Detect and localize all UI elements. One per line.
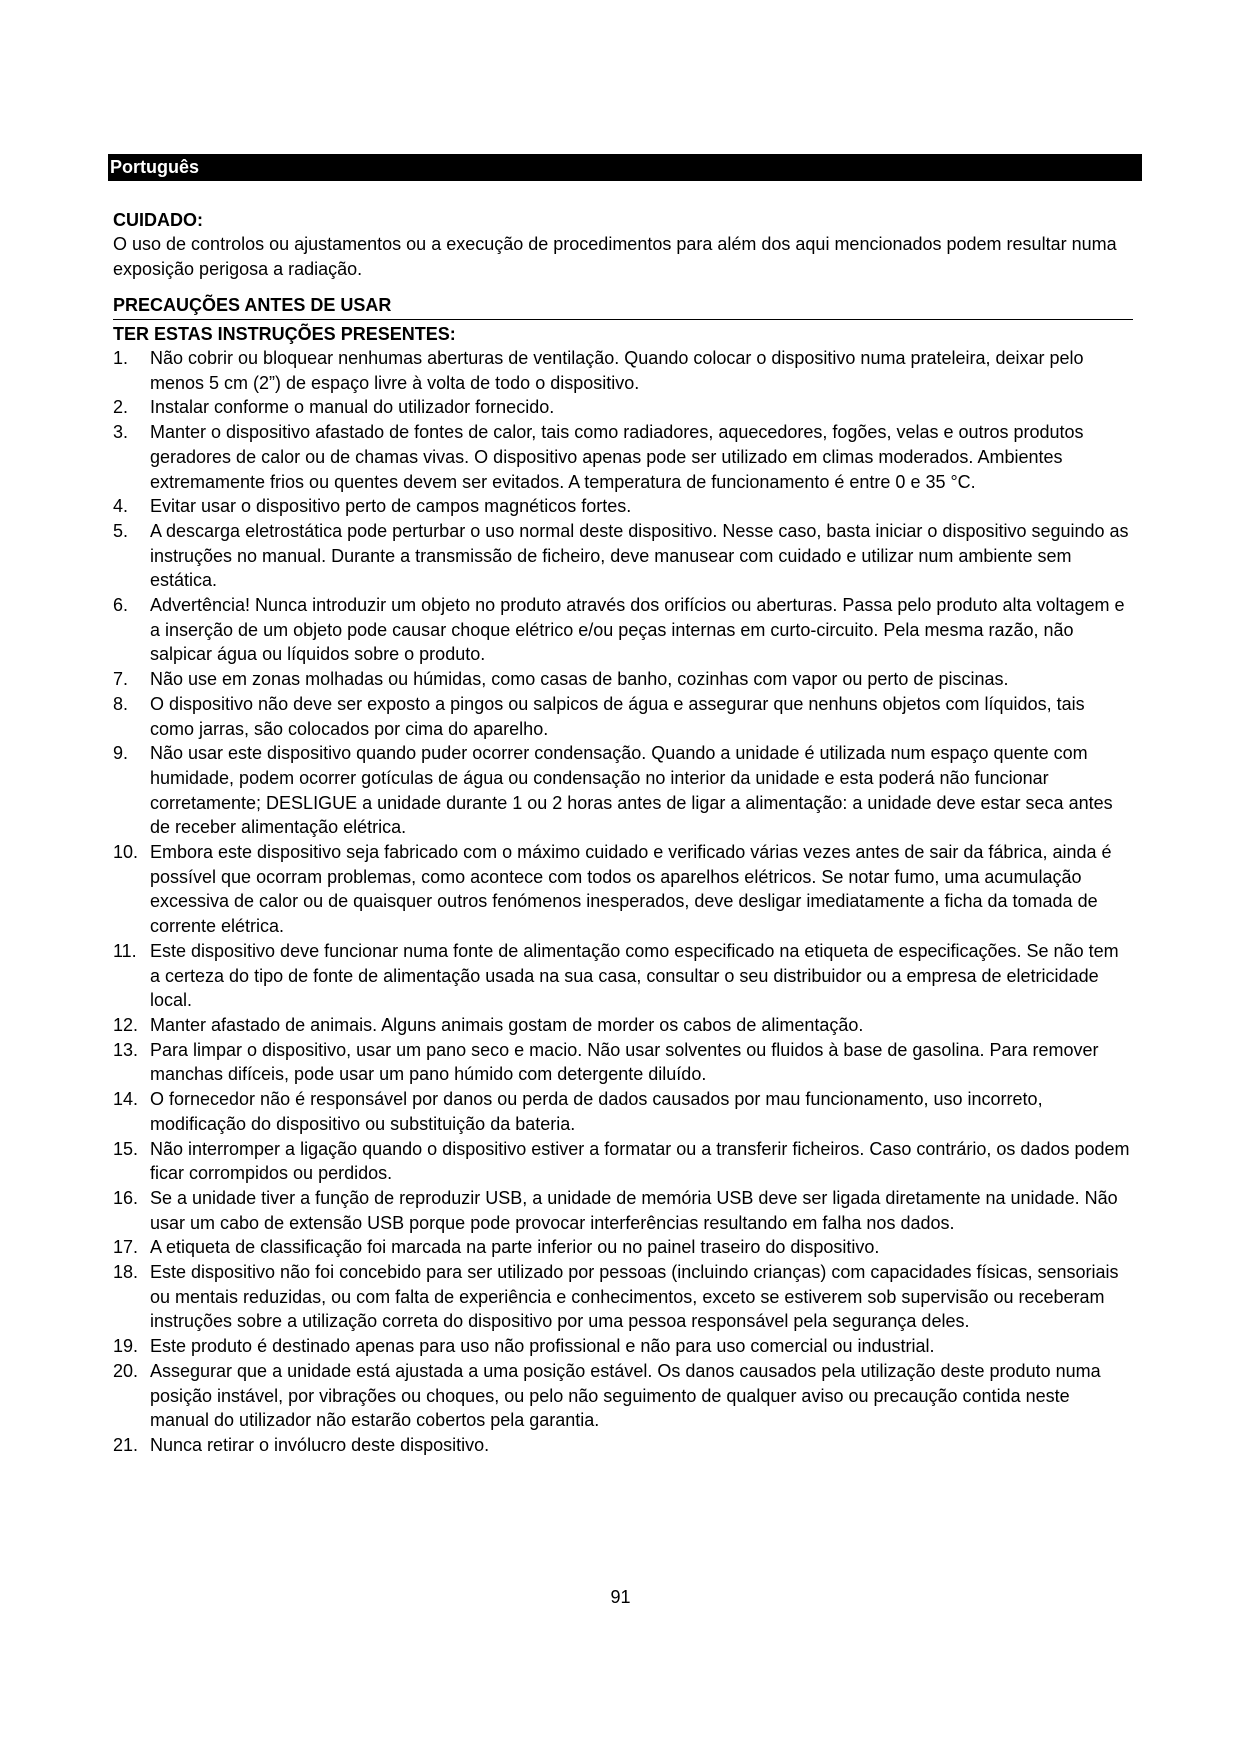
instruction-item [113,1334,1133,1359]
instruction-text: Evitar usar o dispositivo perto de campos magnéticos fortes. [150,496,632,517]
instruction-text: Não usar este dispositivo quando puder ocorrer condensação. Quando a unidade é utilizada num espaço quente com humidade, podem ocorrer gotículas de água ou condensação no interior da unidade e esta poderá não funcionar corretamente; DESLIGUE a unidade durante 1 ou 2 horas antes de ligar a alimentação: a unidade deve estar seca antes de receber alimentação elétrica. [150,743,1113,838]
instruction-item [113,420,1133,494]
instruction-number: 14. [113,1089,139,1110]
instruction-text: Advertência! Nunca introduzir um objeto no produto através dos orifícios ou aberturas. Passa pelo produto alta voltagem e a inserção de um objeto pode causar choque elétrico e/ou peças internas em curto-circuito. Pela mesma razão, não salpicar água ou líquidos sobre o produto. [150,595,1125,665]
instruction-number: 12. [113,1014,139,1035]
instruction-text: A descarga eletrostática pode perturbar o uso normal deste dispositivo. Nesse caso, basta iniciar o dispositivo seguindo as instruções no manual. Durante a transmissão de ficheiro, deve manusear com cuidado e utilizar num ambiente sem estática. [150,520,1129,591]
instruction-text: Não interromper a ligação quando o dispositivo estiver a formatar ou a transferir ficheiros. Caso contrário, os dados podem ficar corrompidos ou perdidos. [150,1138,1130,1184]
instruction-number: 21. [113,1434,139,1455]
precautions-section [113,293,1133,1458]
instruction-item [113,1433,1133,1458]
instruction-item [113,346,1133,395]
instruction-number: 7. [113,669,129,690]
caution-section [113,208,1133,282]
instruction-item [113,667,1133,692]
page-number: 91 [610,1587,631,1607]
instruction-number: 20. [113,1360,139,1381]
instruction-item [113,1137,1133,1186]
instruction-text: Embora este dispositivo seja fabricado com o máximo cuidado e verificado várias vezes antes de sair da fábrica, ainda é possível que ocorram problemas, como acontece com todos os aparelhos elétricos. Se notar fumo, uma acumulação excessiva de calor ou de quaisquer outros fenómenos inesperados, deve desligar imediatamente a ficha da tomada de corrente elétrica. [150,842,1112,937]
instruction-item [113,519,1133,593]
instruction-text: Se a unidade tiver a função de reproduzir USB, a unidade de memória USB deve ser ligada diretamente na unidade. Não usar um cabo de extensão USB porque pode provocar interferências resultando em falha nos dados. [150,1187,1118,1233]
caution-text: O uso de controlos ou ajustamentos ou a execução de procedimentos para além dos aqui mencionados podem resultar numa exposição perigosa a radiação. [113,234,1117,279]
precautions-title: PRECAUÇÕES ANTES DE USAR [113,295,392,315]
instruction-number: 5. [113,520,129,541]
instruction-number: 2. [113,397,129,418]
instruction-text: Manter o dispositivo afastado de fontes de calor, tais como radiadores, aquecedores, fogões, velas e outros produtos geradores de calor ou de chamas vivas. O dispositivo apenas pode ser utilizado em climas moderados. Ambientes extremamente frios ou quentes devem ser evitados. A temperatura de funcionamento é entre 0 e 35 °C. [150,422,1084,492]
instruction-number: 13. [113,1039,139,1060]
instruction-item [113,1013,1133,1038]
instruction-number: 18. [113,1262,139,1283]
instruction-item [113,1087,1133,1136]
caution-title: CUIDADO: [113,210,203,230]
instruction-item [113,1235,1133,1260]
instruction-number: 6. [113,595,129,616]
instruction-number: 16. [113,1187,139,1208]
instruction-text: O dispositivo não deve ser exposto a pingos ou salpicos de água e assegurar que nenhuns objetos com líquidos, tais como jarras, são colocados por cima do aparelho. [150,693,1085,739]
precautions-subtitle: TER ESTAS INSTRUÇÕES PRESENTES: [113,324,456,344]
instruction-number: 8. [113,693,129,714]
instruction-text: Este produto é destinado apenas para uso não profissional e não para uso comercial ou industrial. [150,1336,935,1357]
instruction-text: Este dispositivo não foi concebido para ser utilizado por pessoas (incluindo crianças) com capacidades físicas, sensoriais ou mentais reduzidas, ou com falta de experiência e conhecimentos, exceto se estiverem sob supervisão ou receberam instruções sobre a utilização correta do dispositivo por uma pessoa responsável pela segurança deles. [150,1262,1119,1332]
language-label: Português [110,157,200,177]
instruction-number: 19. [113,1336,139,1357]
instruction-number: 15. [113,1138,139,1159]
instruction-item [113,1359,1133,1433]
instruction-number: 17. [113,1237,139,1258]
instruction-text: Não cobrir ou bloquear nenhumas aberturas de ventilação. Quando colocar o dispositivo numa prateleira, deixar pelo menos 5 cm (2”) de espaço livre à volta de todo o dispositivo. [150,348,1084,393]
instruction-text: Manter afastado de animais. Alguns animais gostam de morder os cabos de alimentação. [150,1014,864,1035]
instruction-text: Este dispositivo deve funcionar numa fonte de alimentação como especificado na etiqueta de especificações. Se não tem a certeza do tipo de fonte de alimentação usada na sua casa, consultar o seu distribuidor ou a empresa de eletricidade local. [150,940,1119,1011]
instruction-number: 3. [113,422,129,443]
instruction-item [113,939,1133,1013]
instruction-item [113,692,1133,741]
instruction-item [113,1186,1133,1235]
instruction-number: 11. [113,940,137,961]
instruction-text: Não use em zonas molhadas ou húmidas, como casas de banho, cozinhas com vapor ou perto de piscinas. [150,669,1009,690]
instruction-text: O fornecedor não é responsável por danos ou perda de dados causados por mau funcionamento, uso incorreto, modificação do dispositivo ou substituição da bateria. [150,1089,1043,1134]
page-content [113,208,1133,1458]
language-header-bar [108,154,1142,181]
instruction-text: Nunca retirar o invólucro deste dispositivo. [150,1434,490,1455]
instruction-item [113,741,1133,840]
instruction-list [113,346,1133,1458]
instruction-number: 1. [113,348,129,368]
instruction-text: Para limpar o dispositivo, usar um pano seco e macio. Não usar solventes ou fluidos à base de gasolina. Para remover manchas difíceis, pode usar um pano húmido com detergente diluído. [150,1039,1099,1085]
instruction-item [113,593,1133,667]
instruction-text: Instalar conforme o manual do utilizador fornecido. [150,397,555,418]
instruction-item [113,1038,1133,1087]
section-divider [113,319,1133,320]
instruction-number: 10. [113,842,139,863]
instruction-item [113,1260,1133,1334]
instruction-text: A etiqueta de classificação foi marcada na parte inferior ou no painel traseiro do dispositivo. [150,1237,880,1258]
instruction-item [113,494,1133,519]
instruction-text: Assegurar que a unidade está ajustada a uma posição estável. Os danos causados pela utilização deste produto numa posição instável, por vibrações ou choques, ou pelo não seguimento de qualquer aviso ou precaução contida neste manual do utilizador não estarão cobertos pela garantia. [150,1360,1101,1431]
instruction-number: 4. [113,496,129,517]
instruction-item [113,840,1133,939]
instruction-number: 9. [113,743,129,764]
instruction-item [113,395,1133,420]
